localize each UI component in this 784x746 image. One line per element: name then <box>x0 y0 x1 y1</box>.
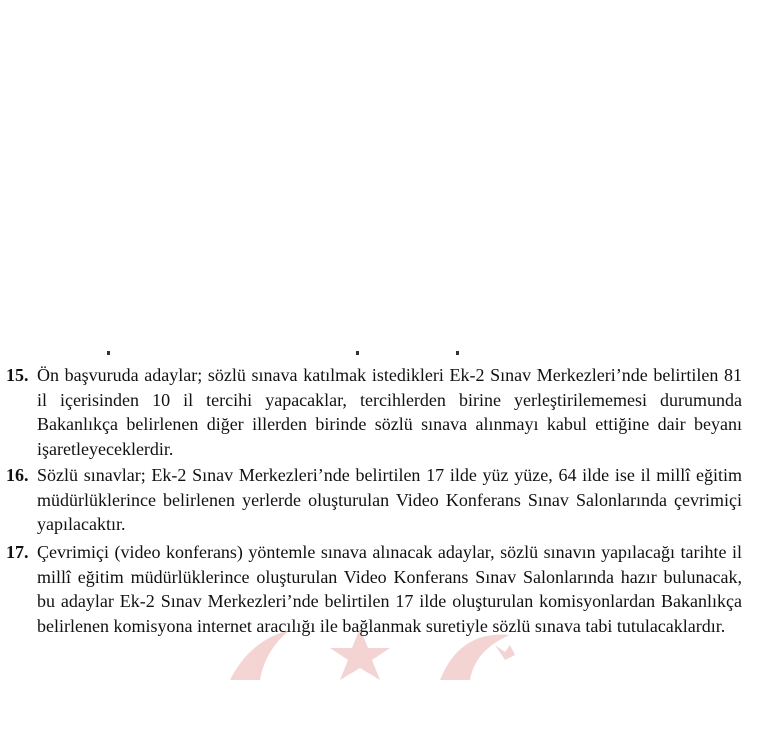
item-text: Sözlü sınavlar; Ek-2 Sınav Merkezleri’nde belirtilen 17 ilde yüz yüze, 64 ilde ise il millî eğitim müdürlüklerince belirlenen yerlerde oluşturulan Video Konferans Sınav Salonlarında çevrimiçi yapılacaktır. <box>37 465 742 534</box>
item-number: 15. <box>6 365 29 385</box>
scan-artifact <box>456 351 459 355</box>
scan-artifact <box>356 351 359 355</box>
item-text: Ön başvuruda adaylar; sözlü sınava katılmak istedikleri Ek-2 Sınav Merkezleri’nde belirtilen 81 il içerisinden 10 il tercihi yapacaklar, tercihlerden birine yerleştirilememesi durumunda Bakanlıkça belirlenen diğer illerden birinde sözlü sınava alınmayı kabul ettiğine dair beyanı işaretleyeceklerdir. <box>37 365 742 459</box>
scan-artifact <box>107 351 110 355</box>
item-number: 17. <box>6 542 29 562</box>
item-text: Çevrimiçi (video konferans) yöntemle sınava alınacak adaylar, sözlü sınavın yapılacağı tarihte il millî eğitim müdürlüklerince oluşturulan Video Konferans Sınav Salonlarında hazır bulunacak, bu adaylar Ek-2 Sınav Merkezleri’nde belirtilen 17 ilde oluşturulan komisyonlardan Bakanlıkça belirlenen komisyona internet aracılığı ile bağlanmak suretiyle sözlü sınava tabi tutulacaklardır. <box>37 542 742 636</box>
item-number: 16. <box>6 465 29 485</box>
